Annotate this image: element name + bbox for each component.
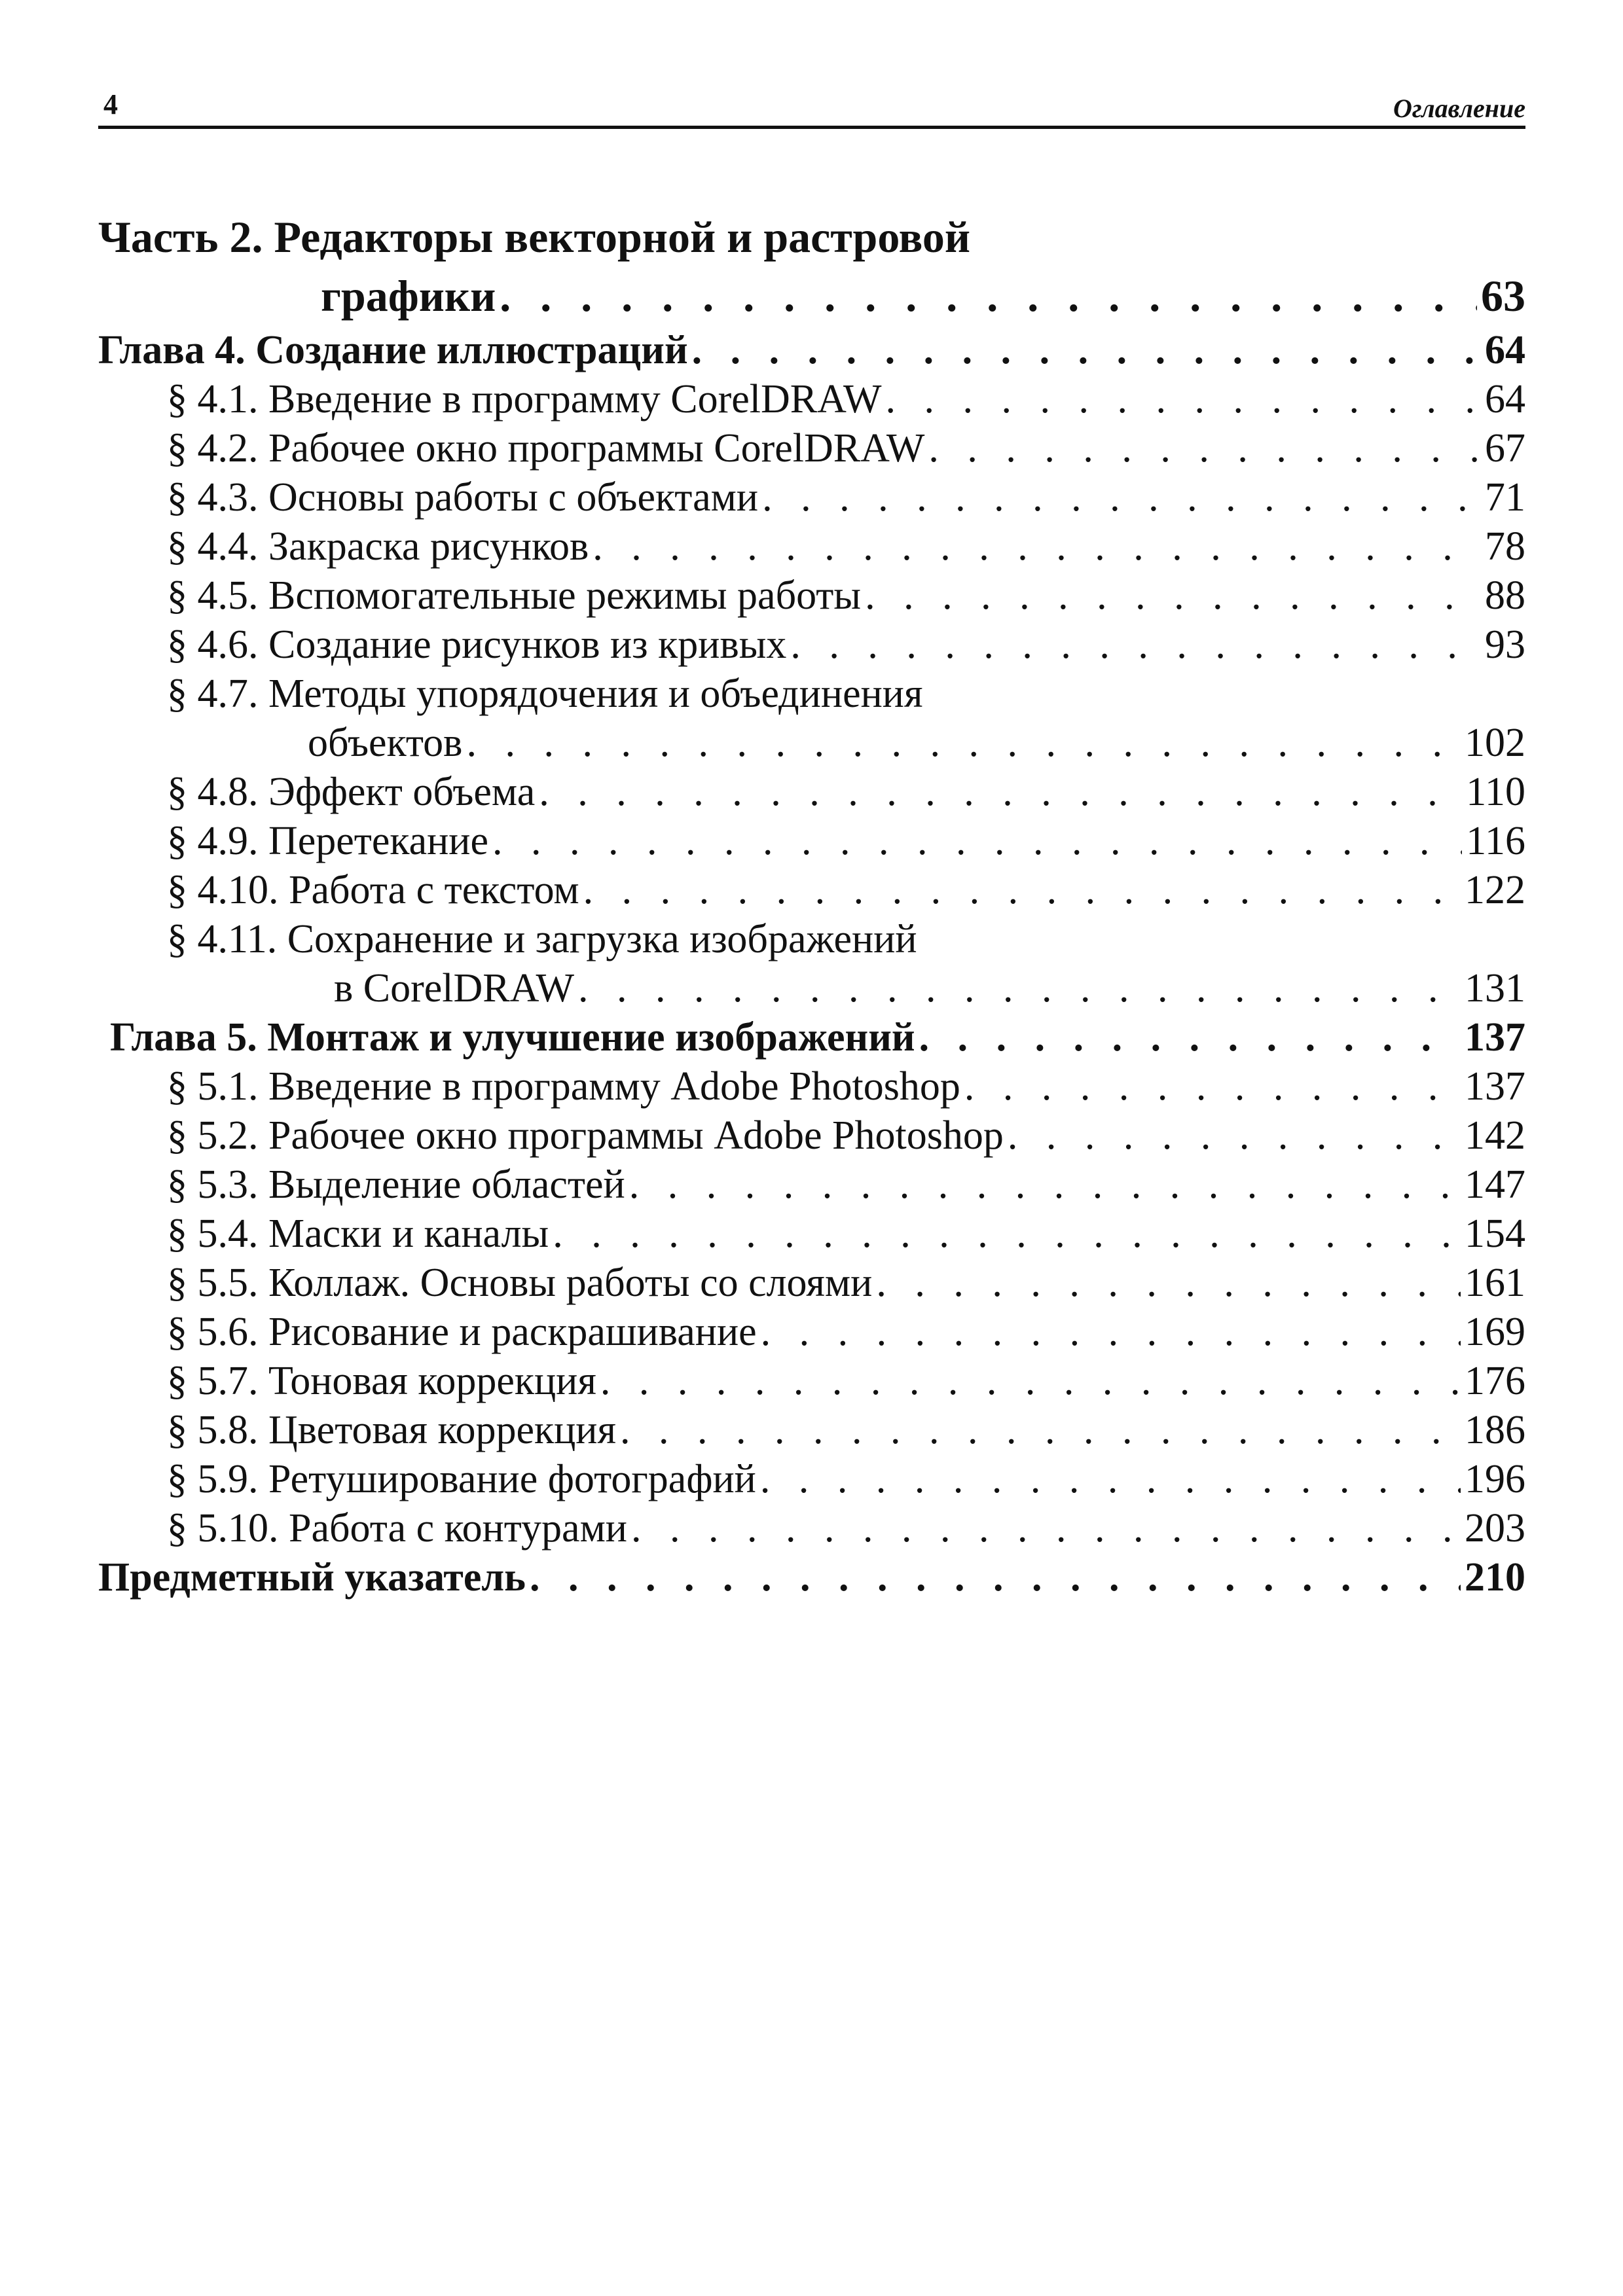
toc-section-entry[interactable] [98,473,1525,522]
toc-section-entry[interactable] [98,1160,1525,1210]
toc-index-entry[interactable] [98,1553,1525,1602]
toc-section-entry[interactable] [98,375,1525,424]
toc-chapter-label: Глава 5. Монтаж и улучшение изображений [110,1015,915,1060]
table-of-contents [98,208,1525,1602]
dot-leader [865,571,1481,620]
toc-section-entry[interactable] [98,1210,1525,1259]
dot-leader [500,266,1477,326]
dot-leader [692,326,1481,375]
toc-page-number: 63 [1481,271,1525,321]
toc-section-label: § 5.6. Рисование и раскрашивание [167,1310,757,1354]
toc-section-label: § 5.5. Коллаж. Основы работы со слоями [167,1261,873,1305]
toc-page-number: 93 [1485,622,1525,667]
dot-leader [762,473,1481,522]
toc-section-label-cont: объектов [308,721,463,765]
toc-section-label: § 5.3. Выделение областей [167,1162,625,1207]
header-rule [98,126,1525,129]
toc-page-number: 78 [1485,524,1525,569]
toc-page-number: 71 [1485,475,1525,520]
toc-chapter-label: Глава 4. Создание иллюстраций [98,328,688,372]
toc-section-entry[interactable] [98,620,1525,670]
toc-section-label: § 4.9. Перетекание [167,819,489,863]
dot-leader [964,1062,1461,1111]
toc-index-label: Предметный указатель [98,1555,526,1600]
toc-page-number: 161 [1465,1261,1525,1305]
toc-section-label: § 4.3. Основы работы с объектами [167,475,759,520]
dot-leader [530,1553,1461,1602]
toc-section-label: § 5.10. Работа с контурами [167,1506,627,1551]
toc-section-label: § 5.9. Ретуширование фотографий [167,1457,756,1501]
toc-section-label: § 4.11. Сохранение и загрузка изображений [167,917,917,961]
dot-leader [593,522,1481,571]
toc-page-number: 169 [1465,1310,1525,1354]
toc-page-number: 102 [1465,721,1525,765]
dot-leader [919,1013,1461,1062]
dot-leader [1008,1111,1461,1160]
toc-page-number: 110 [1466,770,1525,814]
toc-section-label: § 4.6. Создание рисунков из кривых [167,622,787,667]
toc-section-label: § 5.4. Маски и каналы [167,1211,549,1256]
toc-page-number: 210 [1465,1555,1525,1600]
toc-section-label: § 5.8. Цветовая коррекция [167,1408,616,1452]
dot-leader [600,1357,1461,1406]
toc-page-number: 186 [1465,1408,1525,1452]
toc-section-entry-line1[interactable] [98,915,1525,964]
dot-leader [885,375,1481,424]
toc-section-entry[interactable] [98,1455,1525,1504]
toc-section-label: § 4.8. Эффект объема [167,770,536,814]
toc-page-number: 196 [1465,1457,1525,1501]
toc-section-entry-line2[interactable] [98,719,1525,768]
toc-section-label-cont: в CorelDRAW [334,966,574,1011]
toc-chapter-entry[interactable] [98,1013,1525,1062]
toc-part-label-line2: графики [321,271,496,321]
running-title: Оглавление [1393,94,1525,123]
toc-part-entry[interactable] [98,266,1525,326]
toc-section-entry[interactable] [98,1259,1525,1308]
toc-section-entry[interactable] [98,1111,1525,1160]
toc-page-number: 176 [1465,1359,1525,1403]
dot-leader [631,1504,1461,1553]
dot-leader [578,964,1461,1013]
toc-section-label: § 4.1. Введение в программу CorelDRAW [167,377,882,422]
toc-page-number: 64 [1485,328,1525,372]
toc-section-entry[interactable] [98,817,1525,866]
toc-part-label-line1: Часть 2. Редакторы векторной и растровой [98,212,971,262]
toc-page-number: 147 [1465,1162,1525,1207]
toc-page-number: 137 [1465,1015,1525,1060]
toc-section-entry[interactable] [98,1062,1525,1111]
toc-page-number: 88 [1485,573,1525,618]
toc-part-title [98,208,1525,266]
toc-page-number: 131 [1465,966,1525,1011]
dot-leader [466,719,1461,768]
toc-section-entry[interactable] [98,768,1525,817]
toc-page-number: 154 [1465,1211,1525,1256]
toc-section-entry[interactable] [98,1308,1525,1357]
toc-section-label: § 4.2. Рабочее окно программы CorelDRAW [167,426,925,471]
toc-section-label: § 5.1. Введение в программу Adobe Photoshop [167,1064,960,1109]
toc-section-entry[interactable] [98,522,1525,571]
toc-page-number: 137 [1465,1064,1525,1109]
toc-page-number: 67 [1485,426,1525,471]
toc-section-entry[interactable] [98,571,1525,620]
toc-section-entry-line1[interactable] [98,670,1525,719]
dot-leader [620,1406,1461,1455]
toc-page-number: 122 [1465,868,1525,912]
dot-leader [761,1308,1461,1357]
dot-leader [583,866,1461,915]
toc-section-label: § 5.7. Тоновая коррекция [167,1359,596,1403]
toc-section-entry-line2[interactable] [98,964,1525,1013]
dot-leader [539,768,1462,817]
toc-section-label: § 4.7. Методы упорядочения и объединения [167,672,923,716]
toc-section-label: § 5.2. Рабочее окно программы Adobe Photoshop [167,1113,1004,1158]
dot-leader [629,1160,1461,1210]
dot-leader [760,1455,1461,1504]
toc-section-label: § 4.5. Вспомогательные режимы работы [167,573,862,618]
toc-section-entry[interactable] [98,1357,1525,1406]
toc-section-entry[interactable] [98,866,1525,915]
toc-section-entry[interactable] [98,1504,1525,1553]
toc-section-label: § 4.4. Закраска рисунков [167,524,589,569]
dot-leader [790,620,1481,670]
page-header [98,79,1525,131]
toc-section-entry[interactable] [98,424,1525,473]
dot-leader [492,817,1462,866]
page-number: 4 [103,88,118,120]
dot-leader [876,1259,1461,1308]
toc-page-number: 64 [1485,377,1525,422]
toc-page-number: 203 [1465,1506,1525,1551]
toc-page-number: 116 [1466,819,1525,863]
dot-leader [553,1210,1461,1259]
toc-chapter-entry[interactable] [98,326,1525,375]
toc-section-entry[interactable] [98,1406,1525,1455]
toc-section-label: § 4.10. Работа с текстом [167,868,579,912]
toc-page-number: 142 [1465,1113,1525,1158]
dot-leader [928,424,1481,473]
